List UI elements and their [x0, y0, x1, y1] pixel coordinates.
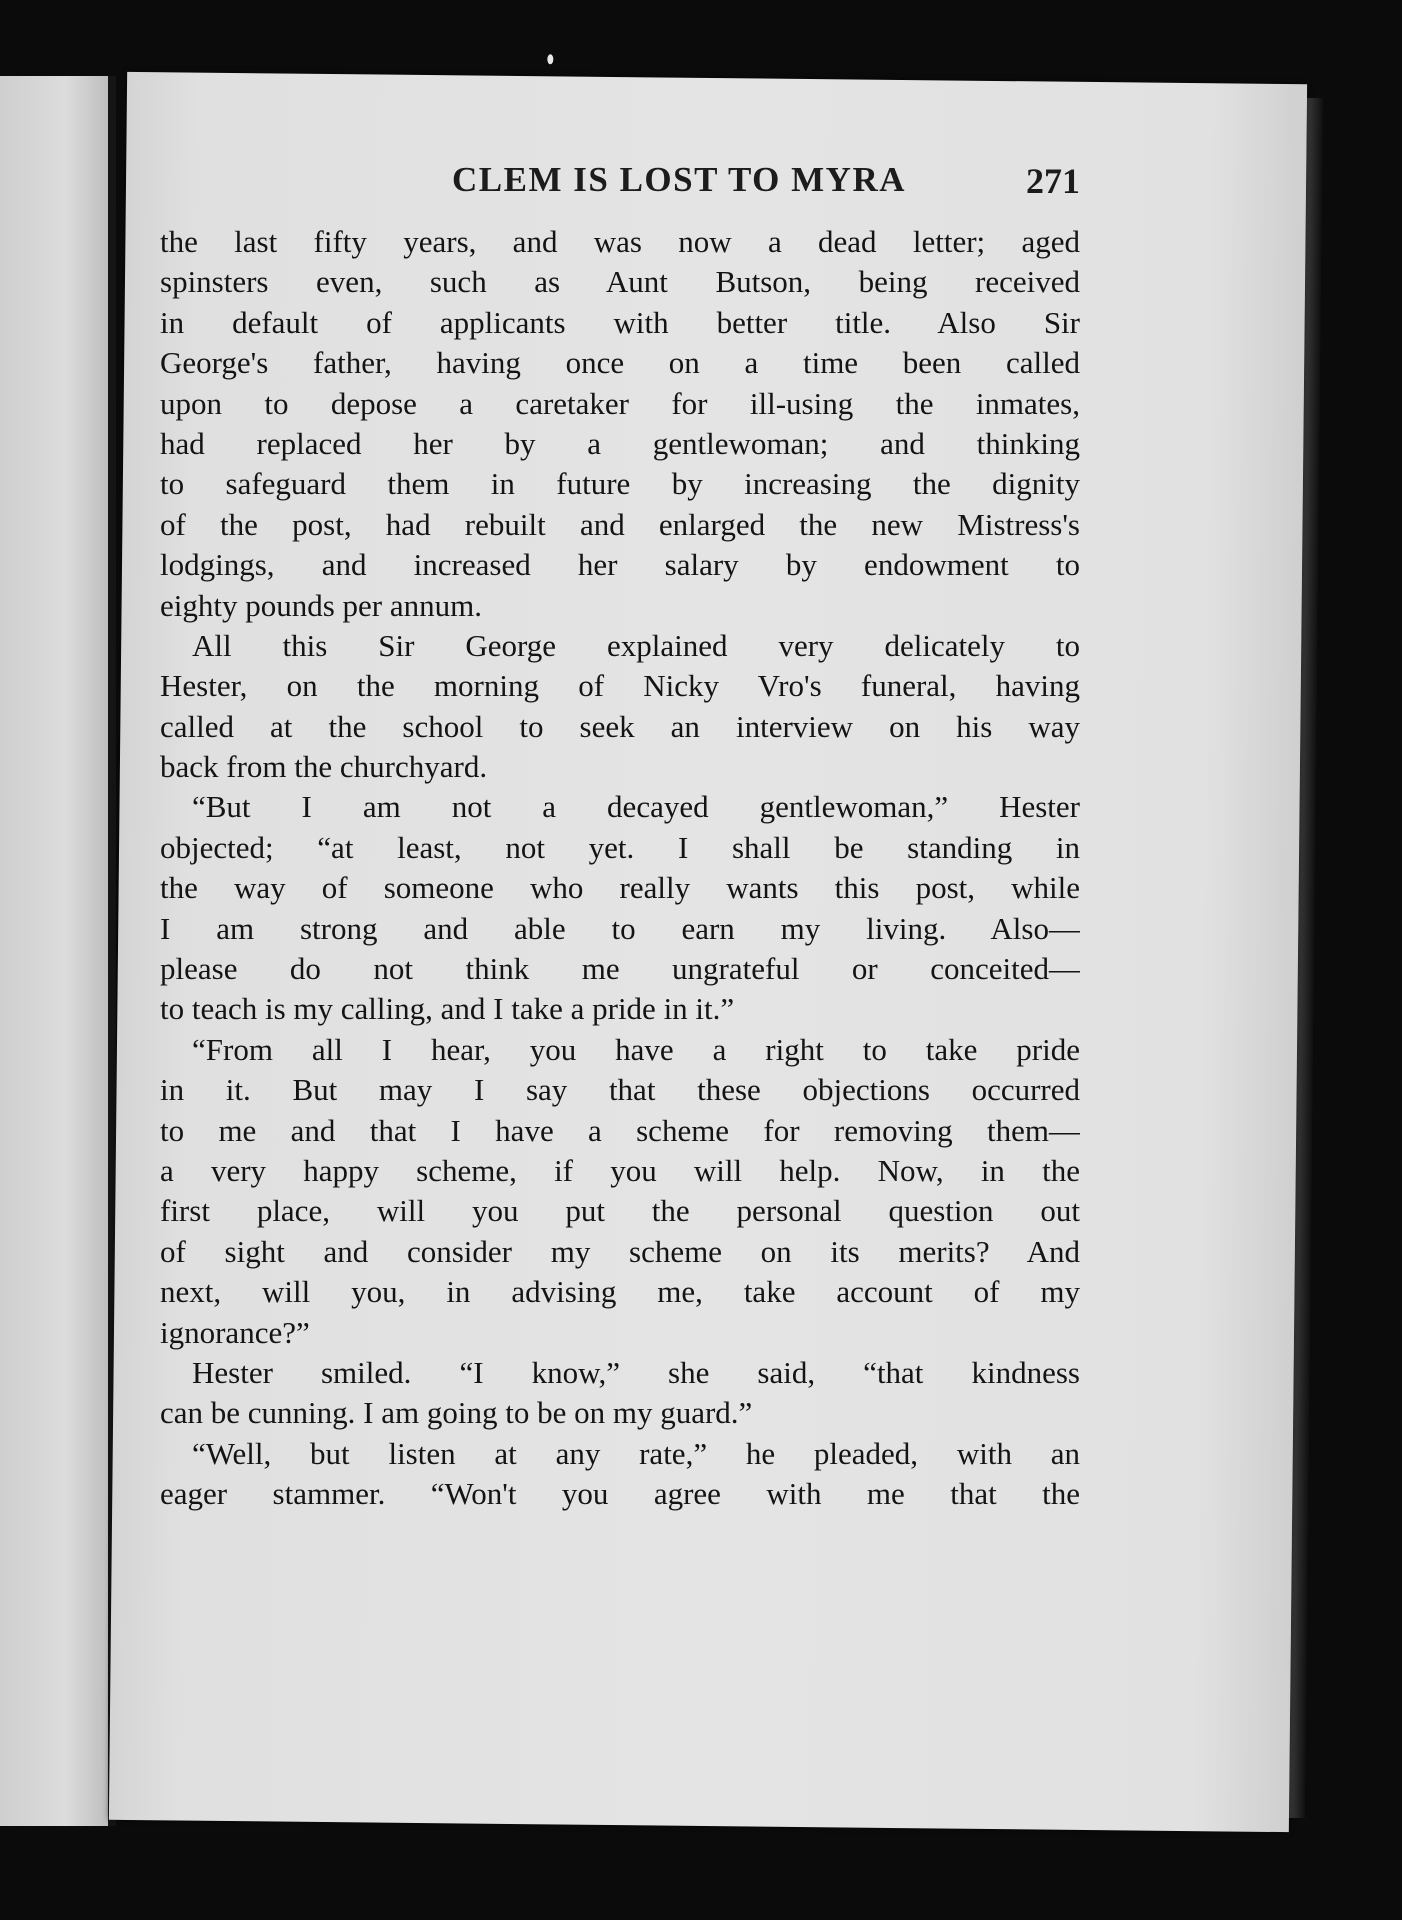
- text-line: “But I am not a decayed gentlewoman,” Hester: [192, 789, 1080, 825]
- text-line: first place, will you put the personal question out: [160, 1193, 1080, 1229]
- text-line: lodgings, and increased her salary by endowment to: [160, 547, 1080, 583]
- text-line: had replaced her by a gentlewoman; and thinking: [160, 425, 1080, 461]
- text-line: to safeguard them in future by increasing the dignity: [160, 466, 1080, 502]
- adjacent-page-edge: [0, 76, 110, 1826]
- text-line: ignorance?”: [160, 1314, 310, 1350]
- text-line: next, will you, in advising me, take account of my: [160, 1274, 1080, 1310]
- text-line: “Well, but listen at any rate,” he pleaded, with an: [192, 1435, 1080, 1471]
- text-line: “From all I hear, you have a right to take pride: [192, 1031, 1080, 1067]
- text-line: a very happy scheme, if you will help. Now, in the: [160, 1152, 1080, 1188]
- text-line: in it. But may I say that these objections occurred: [160, 1072, 1080, 1108]
- text-line: Hester, on the morning of Nicky Vro's funeral, having: [160, 668, 1080, 704]
- text-line: I am strong and able to earn my living. Also—: [160, 910, 1080, 946]
- text-line: eager stammer. “Won't you agree with me that the: [160, 1476, 1080, 1512]
- running-head: CLEM IS LOST TO MYRA: [452, 160, 906, 199]
- body-text: [160, 222, 1080, 1515]
- page-number: 271: [1026, 161, 1080, 201]
- text-line: please do not think me ungrateful or conceited—: [160, 951, 1080, 987]
- text-line: eighty pounds per annum.: [160, 587, 483, 623]
- text-line: back from the churchyard.: [160, 749, 488, 785]
- text-line: to teach is my calling, and I take a pride in it.”: [160, 991, 735, 1027]
- text-line: to me and that I have a scheme for removing them—: [160, 1112, 1080, 1148]
- text-line: spinsters even, such as Aunt Butson, being received: [160, 264, 1080, 300]
- text-line: the last fifty years, and was now a dead letter; aged: [160, 224, 1080, 259]
- scan-speck: [547, 54, 553, 64]
- text-line: All this Sir George explained very delicately to: [192, 627, 1080, 663]
- page-header: [160, 150, 1080, 210]
- text-line: upon to depose a caretaker for ill-using the inmates,: [160, 385, 1080, 421]
- text-line: called at the school to seek an interview on his way: [160, 708, 1080, 744]
- text-line: of the post, had rebuilt and enlarged the new Mistress's: [160, 506, 1080, 542]
- text-line: the way of someone who really wants this post, while: [160, 870, 1080, 906]
- text-line: in default of applicants with better title. Also Sir: [160, 304, 1080, 340]
- text-line: objected; “at least, not yet. I shall be standing in: [160, 829, 1080, 865]
- text-line: George's father, having once on a time been called: [160, 345, 1080, 381]
- text-line: can be cunning. I am going to be on my guard.”: [160, 1395, 753, 1431]
- text-line: of sight and consider my scheme on its merits? And: [160, 1233, 1080, 1269]
- text-line: Hester smiled. “I know,” she said, “that kindness: [192, 1354, 1080, 1390]
